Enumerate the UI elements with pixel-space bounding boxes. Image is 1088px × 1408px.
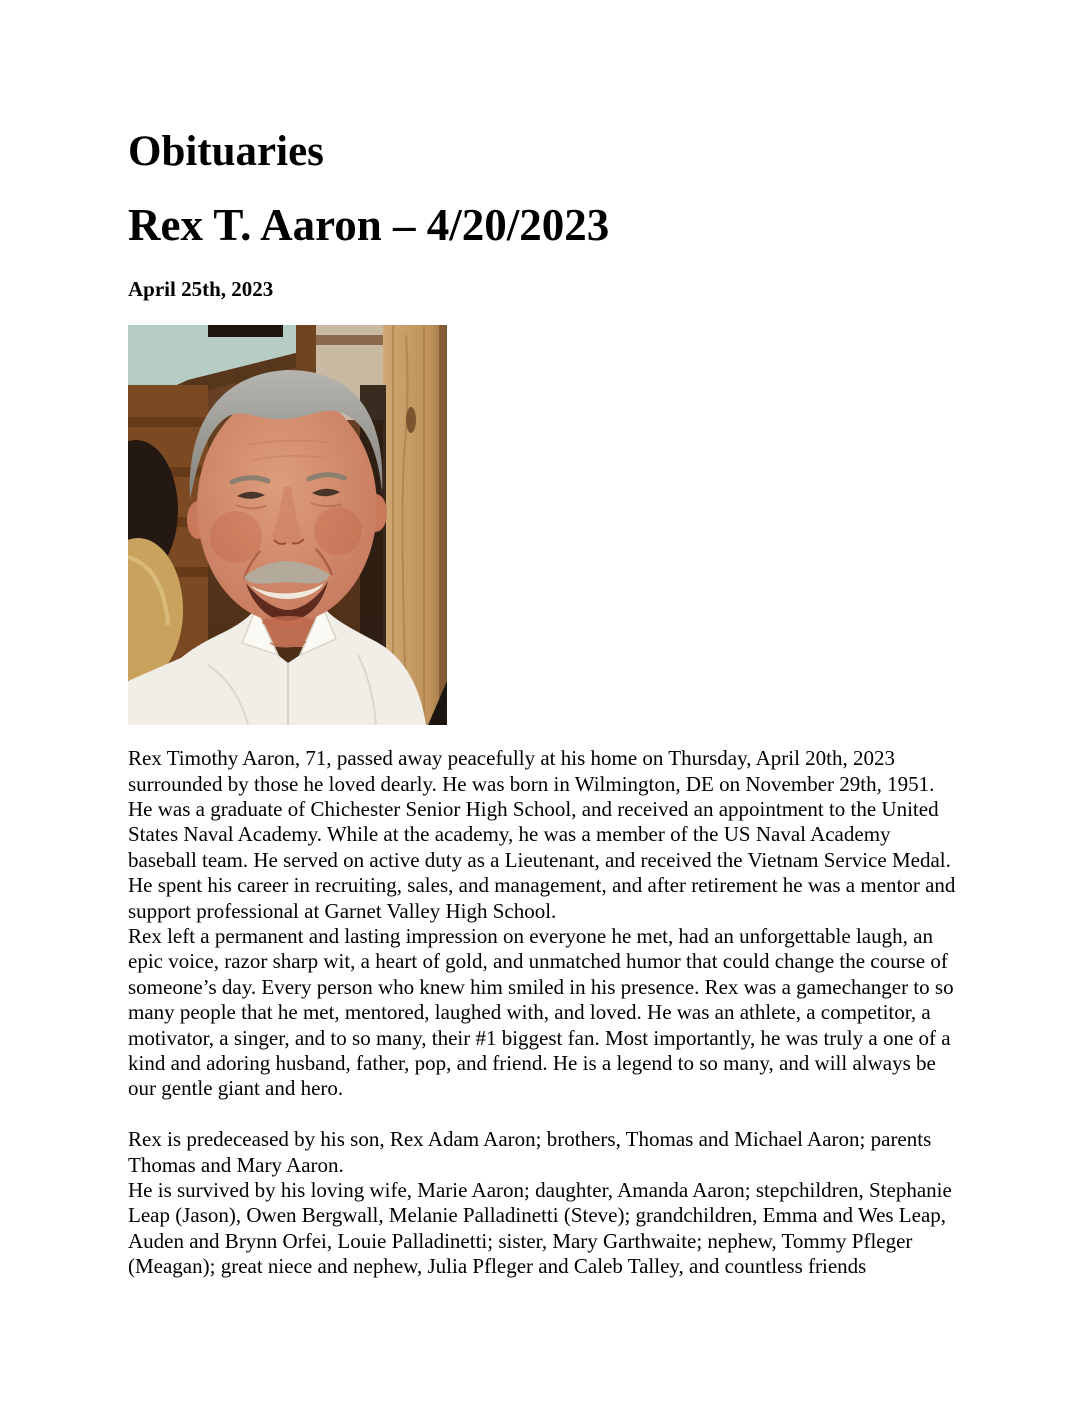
portrait-illustration (128, 325, 447, 725)
section-title: Obituaries (128, 128, 324, 175)
lower-lip (262, 616, 314, 628)
publish-date: April 25th, 2023 (128, 277, 274, 302)
obituary-paragraph: Rex Timothy Aaron, 71, passed away peacefully at his home on Thursday, April 20th, 2023 surrounded by those he loved dearly. He was born in Wilmington, DE on November 29th, 1951. He was a graduate of Chichester Senior High School, and received an appointment to the United States Naval Academy. While at the academy, he was a member of the US Naval Academy baseball team. He served on active duty as a Lieutenant, and received the Vietnam Service Medal. He spent his career in recruiting, sales, and management, and after retirement he was a mentor and support professional at Garnet Valley High School. (128, 746, 956, 923)
obituary-paragraph: He is survived by his loving wife, Marie Aaron; daughter, Amanda Aaron; stepchildren, Stephanie Leap (Jason), Owen Bergwall, Melanie Palladinetti (Steve); grandchildren, Emma and Wes Leap, Auden and Brynn Orfei, Louie Palladinetti; sister, Mary Garthwaite; nephew, Tommy Pfleger (Meagan); great niece and nephew, Julia Pfleger and Caleb Talley, and countless friends (128, 1178, 952, 1279)
obituary-body (128, 746, 960, 1280)
obituary-photo (128, 325, 447, 725)
obituary-paragraph: Rex left a permanent and lasting impression on everyone he met, had an unforgettable laugh, an epic voice, razor sharp wit, a heart of gold, and unmatched humor that could change the course of someone’s day. Every person who knew him smiled in his presence. Rex was a gamechanger to so many people that he met, mentored, laughed with, and loved. He was an athlete, a competitor, a motivator, a singer, and to so many, their #1 biggest fan. Most importantly, he was truly a one of a kind and adoring husband, father, pop, and friend. He is a legend to so many, and will always be our gentle giant and hero. (128, 924, 954, 1101)
obituary-paragraph: Rex is predeceased by his son, Rex Adam Aaron; brothers, Thomas and Michael Aaron; parents Thomas and Mary Aaron. (128, 1127, 932, 1177)
obituary-title: Rex T. Aaron – 4/20/2023 (128, 200, 610, 251)
cheek-blush (314, 507, 362, 555)
cheek-blush (210, 511, 262, 563)
